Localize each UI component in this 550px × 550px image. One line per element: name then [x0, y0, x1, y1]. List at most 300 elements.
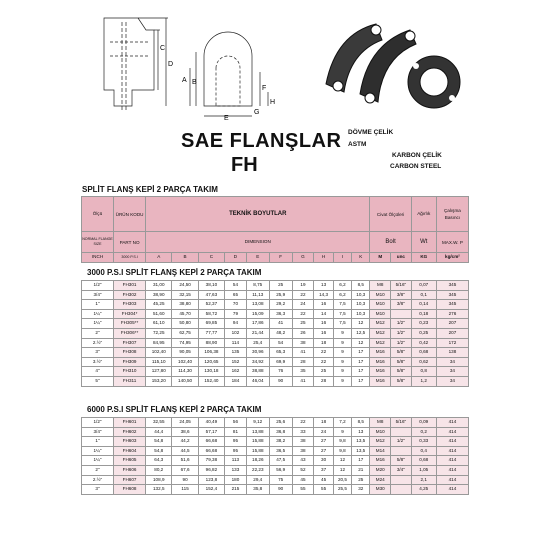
table-cell: 25 [352, 475, 370, 485]
section-title: SPLİT FLANŞ KEPİ 2 PARÇA TAKIM [82, 185, 218, 194]
spec-table-6000psi [81, 417, 469, 495]
table-cell: 102 [225, 328, 247, 338]
header-psi: 3000 P.S.I [114, 253, 146, 263]
table-cell: M8 [370, 281, 391, 291]
table-cell: 20,5 [333, 475, 351, 485]
table-cell: 9,8 [333, 446, 351, 456]
table-cell: FH602 [114, 427, 146, 437]
table-cell: 162 [225, 367, 247, 377]
table-row [82, 475, 469, 485]
table-cell: 66,68 [198, 437, 224, 447]
table-cell: 22 [292, 418, 314, 428]
table-cell: M12 [370, 328, 391, 338]
table-row [82, 437, 469, 447]
table-cell: M10 [370, 309, 391, 319]
table-cell: 33 [292, 427, 314, 437]
technical-drawing [92, 12, 292, 124]
table-cell: 414 [436, 446, 468, 456]
table-cell [391, 485, 412, 495]
table-cell: 414 [436, 485, 468, 495]
table-cell: 17 [352, 357, 370, 367]
table-cell: 0,33 [411, 437, 436, 447]
table-cell: 2,1 [411, 475, 436, 485]
table-cell: 32 [352, 485, 370, 495]
table-cell: 7,2 [333, 418, 351, 428]
table-cell: 2" [82, 328, 114, 338]
material-label: ASTM [348, 141, 367, 148]
table-cell: 13,5 [352, 446, 370, 456]
flange-side-view [104, 18, 154, 106]
header-calisma: Çalışma Basıncı [436, 197, 468, 232]
table-cell: FH606 [114, 465, 146, 475]
table-cell: 79 [225, 309, 247, 319]
table-cell: 21 [352, 465, 370, 475]
table-cell: 12 [333, 465, 351, 475]
table-cell: 5/16" [391, 281, 412, 291]
table-cell: 45,25 [146, 300, 172, 310]
table-cell: 9 [333, 376, 351, 386]
table-cell: 140,50 [172, 376, 198, 386]
table-cell: 414 [436, 437, 468, 447]
table-cell: 1/2" [391, 437, 412, 447]
table-cell: 0,1 [411, 290, 436, 300]
table-cell: 3/8" [391, 290, 412, 300]
table-cell: 38 [292, 338, 314, 348]
table-cell: 47,5 [269, 456, 292, 466]
table-cell: FH310 [114, 367, 146, 377]
table-cell: 9,12 [246, 418, 269, 428]
table-cell: 17 [352, 456, 370, 466]
table-cell: 3" [82, 348, 114, 358]
table-cell: 16 [314, 328, 333, 338]
table-cell: M16 [370, 456, 391, 466]
table-cell: 31,00 [146, 281, 172, 291]
header-unc: unc [391, 253, 412, 263]
table-cell: 123,8 [198, 475, 224, 485]
table-cell: 13,88 [246, 427, 269, 437]
table-cell: 55 [292, 485, 314, 495]
table-cell: 12 [352, 338, 370, 348]
table-row [82, 328, 469, 338]
table-cell: 5/8" [391, 357, 412, 367]
table-cell: 74,95 [172, 338, 198, 348]
table-cell: 54,8 [146, 446, 172, 456]
table-row [82, 446, 469, 456]
table-cell: 9 [333, 367, 351, 377]
table-cell: 152,4 [198, 485, 224, 495]
table-cell: 17 [352, 367, 370, 377]
table-cell: 108,9 [146, 475, 172, 485]
table-cell: 10,3 [352, 309, 370, 319]
table-cell: 43 [292, 456, 314, 466]
header-col-d: D [225, 253, 247, 263]
table-cell: 1/2" [82, 281, 114, 291]
table-cell [391, 427, 412, 437]
table-cell: 113 [225, 456, 247, 466]
table-cell: 52,37 [198, 300, 224, 310]
table-cell: 5/8" [391, 367, 412, 377]
table-row [82, 485, 469, 495]
table-cell: 414 [436, 427, 468, 437]
table-cell: 22 [292, 290, 314, 300]
header-kg: KG [411, 253, 436, 263]
table-cell: 38,6 [172, 427, 198, 437]
table-cell: 14,3 [314, 290, 333, 300]
table-cell: 44,5 [172, 446, 198, 456]
material-label: KARBON ÇELİK [392, 152, 442, 159]
table-cell: 45 [314, 475, 333, 485]
table-cell: 152 [225, 357, 247, 367]
table-cell: 32,15 [172, 290, 198, 300]
table-cell: 79,38 [198, 456, 224, 466]
table-cell: 12 [333, 456, 351, 466]
table-cell: 57,17 [198, 427, 224, 437]
table-cell: 0,42 [411, 338, 436, 348]
table-cell: 70 [225, 300, 247, 310]
table-cell: 0,23 [411, 319, 436, 329]
table-cell: 30,96 [246, 348, 269, 358]
table-cell: 2.½" [82, 475, 114, 485]
table-cell: 77,77 [198, 328, 224, 338]
table-cell: 51,6 [172, 456, 198, 466]
table-cell: 172 [436, 338, 468, 348]
table-cell: 345 [436, 300, 468, 310]
table-cell: 18 [314, 418, 333, 428]
table-cell: 3" [82, 485, 114, 495]
table-cell: 3/8" [391, 300, 412, 310]
table-cell [391, 475, 412, 485]
table-cell: 15,09 [246, 309, 269, 319]
table-cell: 40,49 [198, 418, 224, 428]
table-row [82, 367, 469, 377]
table-cell: 106,38 [198, 348, 224, 358]
table-cell: 15,88 [246, 437, 269, 447]
table-cell: 1/2" [82, 418, 114, 428]
table-cell: 24 [292, 300, 314, 310]
table-cell: M8 [370, 418, 391, 428]
table-cell: 13,5 [352, 437, 370, 447]
header-max-wp: MAX.W. P [436, 232, 468, 253]
table-cell: 14 [314, 309, 333, 319]
table-cell: 3.½" [82, 357, 114, 367]
header-col-c: C [198, 253, 224, 263]
table-cell: 41 [292, 376, 314, 386]
table-cell: FH307 [114, 338, 146, 348]
table-cell: 180 [225, 475, 247, 485]
table-cell: FH301 [114, 281, 146, 291]
table-cell: 1/2" [391, 328, 412, 338]
table-cell: 34 [436, 357, 468, 367]
table-cell: M10 [370, 290, 391, 300]
table-cell: 35,8 [246, 485, 269, 495]
table-cell: 138 [436, 348, 468, 358]
table-row [82, 427, 469, 437]
label-h: H [270, 99, 276, 106]
header-kgcm: kg/cm² [436, 253, 468, 263]
table-cell: 34 [436, 367, 468, 377]
table-cell: 10,3 [352, 290, 370, 300]
table-cell: 90 [269, 376, 292, 386]
table-cell: FH601 [114, 418, 146, 428]
label-c: C [160, 45, 166, 52]
table-cell: 18,26 [246, 456, 269, 466]
header-inch: INCH [82, 253, 114, 263]
table-cell: 0,25 [411, 328, 436, 338]
table-cell: 0,4 [411, 446, 436, 456]
header-wt: Wt [411, 232, 436, 253]
table-cell: FH304* [114, 309, 146, 319]
flange-photo [316, 14, 466, 124]
table-cell: 21,44 [246, 328, 269, 338]
table-row [82, 456, 469, 466]
table-cell: 207 [436, 319, 468, 329]
table-cell: 15,88 [246, 446, 269, 456]
table-cell: 152,40 [198, 376, 224, 386]
table-cell: FH305** [114, 319, 146, 329]
header-col-f: F [269, 253, 292, 263]
table-cell: 11,13 [246, 290, 269, 300]
table-cell: 81 [225, 427, 247, 437]
table-cell: 114 [225, 338, 247, 348]
table-cell: 69,85 [198, 319, 224, 329]
table-cell: 8,75 [246, 281, 269, 291]
header-agirlik: Ağırlık [411, 197, 436, 232]
table-cell: 9 [333, 357, 351, 367]
table-cell: 84,95 [146, 338, 172, 348]
table-cell: 58,72 [198, 309, 224, 319]
table-cell: 25,9 [269, 290, 292, 300]
table-cell: 9,8 [333, 437, 351, 447]
table-cell: 7,5 [333, 300, 351, 310]
table-cell: 0,18 [411, 309, 436, 319]
table-cell: 10,3 [352, 300, 370, 310]
table-cell: 1" [82, 437, 114, 447]
table-cell: 95 [225, 446, 247, 456]
header-bolt: Bolt [370, 232, 411, 253]
table-cell: FH603 [114, 437, 146, 447]
table-cell: M12 [370, 338, 391, 348]
table-cell: 18 [314, 338, 333, 348]
table-cell: 54,8 [146, 437, 172, 447]
table-cell: 37 [314, 465, 333, 475]
table-cell: 26 [292, 328, 314, 338]
header-col-h: H [314, 253, 333, 263]
table-row [82, 300, 469, 310]
table-cell: 133 [225, 465, 247, 475]
table-cell: 16 [314, 300, 333, 310]
table-cell: 45,70 [172, 309, 198, 319]
table-cell: 102,40 [172, 357, 198, 367]
table-row [82, 465, 469, 475]
table-cell: M30 [370, 485, 391, 495]
table-row [82, 348, 469, 358]
table-cell: 2" [82, 465, 114, 475]
table-cell: 1/2" [391, 319, 412, 329]
table-cell: 65,3 [269, 348, 292, 358]
header-m: M [370, 253, 391, 263]
table-cell: 17 [352, 376, 370, 386]
table-cell: M14 [370, 446, 391, 456]
table-row [82, 309, 469, 319]
table-cell: 17,86 [246, 319, 269, 329]
table-cell: 8,5 [352, 281, 370, 291]
table-cell: 29,2 [269, 300, 292, 310]
spec-table-3000psi [81, 280, 469, 387]
table-cell: 25,6 [269, 418, 292, 428]
header-dimension: DIMENSION [146, 232, 370, 253]
table-cell: 32,55 [146, 418, 172, 428]
table-cell: FH608 [114, 485, 146, 495]
table-cell: 3/4" [391, 465, 412, 475]
table-cell: 38,80 [172, 300, 198, 310]
table-cell: 184 [225, 376, 247, 386]
header-col-g: G [292, 253, 314, 263]
table-cell: FH309 [114, 357, 146, 367]
table-cell: 22 [314, 348, 333, 358]
table-cell: FH311 [114, 376, 146, 386]
table-cell: 1" [82, 300, 114, 310]
table-cell: 45 [292, 475, 314, 485]
table-cell: M20 [370, 465, 391, 475]
table-cell: 38,10 [198, 281, 224, 291]
table-cell: 153,20 [146, 376, 172, 386]
table-cell: 25 [292, 319, 314, 329]
table-cell: 61,10 [146, 319, 172, 329]
table-cell: 72,25 [146, 328, 172, 338]
table-cell: FH303 [114, 300, 146, 310]
table-cell: M10 [370, 427, 391, 437]
table-cell: 4" [82, 367, 114, 377]
table-cell: 12 [352, 319, 370, 329]
header-normal-flange: NORMAL FLANGE SIZE [82, 232, 114, 253]
table-cell: 1/2" [391, 338, 412, 348]
table-cell: 19 [292, 281, 314, 291]
table-cell: 44,4 [146, 427, 172, 437]
table-row [82, 338, 469, 348]
table-cell: 12,5 [352, 328, 370, 338]
table-cell: 5" [82, 376, 114, 386]
page-subtitle: FH [231, 154, 258, 176]
table-cell: 102,40 [146, 348, 172, 358]
table-cell: 41 [269, 319, 292, 329]
table-cell: 25 [314, 367, 333, 377]
table-cell: 215 [225, 485, 247, 495]
table-cell: 90,05 [172, 348, 198, 358]
table-cell: 47,63 [198, 290, 224, 300]
table-cell: 38,2 [269, 437, 292, 447]
table-cell: 64,3 [146, 456, 172, 466]
table-cell: M16 [370, 367, 391, 377]
table-cell: 13,08 [246, 300, 269, 310]
table-cell: 56,9 [269, 465, 292, 475]
table-cell: 62,75 [172, 328, 198, 338]
table-cell: 75 [269, 475, 292, 485]
table-cell: 90 [172, 475, 198, 485]
table-cell: 56 [225, 418, 247, 428]
table-cell: 1¼" [82, 446, 114, 456]
table-cell: 25,5 [333, 485, 351, 495]
table-cell: 22 [314, 357, 333, 367]
table-cell: 38 [292, 446, 314, 456]
table-cell: 88,90 [198, 338, 224, 348]
table-cell: 0,68 [411, 348, 436, 358]
table-cell: 8,5 [352, 418, 370, 428]
table-cell: 80,2 [146, 465, 172, 475]
table-cell: 120,65 [198, 357, 224, 367]
table-cell: 76 [269, 367, 292, 377]
table-cell: 22,23 [246, 465, 269, 475]
table-cell: 52 [292, 465, 314, 475]
table-cell: 34 [436, 376, 468, 386]
flange-front-view [204, 32, 252, 106]
table-cell: 9 [333, 427, 351, 437]
table-cell: 36,5 [269, 446, 292, 456]
table-cell: 22 [292, 309, 314, 319]
table-cell: 127,80 [146, 367, 172, 377]
table-cell: 65 [225, 290, 247, 300]
table-cell: 5/8" [391, 376, 412, 386]
group2-title: 6000 P.S.I SPLİT FLANŞ KEPİ 2 PARÇA TAKIM [87, 405, 262, 414]
table-cell: 28 [292, 357, 314, 367]
table-cell: 24,05 [172, 418, 198, 428]
table-cell: 16 [314, 319, 333, 329]
table-cell: 345 [436, 281, 468, 291]
page-title: SAE FLANŞLAR [181, 130, 342, 152]
table-cell: 36,8 [269, 427, 292, 437]
group1-title: 3000 P.S.I SPLİT FLANŞ KEPİ 2 PARÇA TAKIM [87, 268, 262, 277]
table-row [82, 376, 469, 386]
table-row [82, 281, 469, 291]
table-cell: 276 [436, 309, 468, 319]
table-cell: 35 [292, 367, 314, 377]
table-cell: 27 [314, 437, 333, 447]
table-cell: 34,92 [246, 357, 269, 367]
table-cell: 66,68 [198, 446, 224, 456]
table-cell: 29,4 [246, 475, 269, 485]
table-cell: FH604 [114, 446, 146, 456]
table-cell: 207 [436, 328, 468, 338]
table-cell: 13 [314, 281, 333, 291]
table-cell [391, 446, 412, 456]
table-cell: 36,3 [269, 309, 292, 319]
table-cell: 44,2 [172, 437, 198, 447]
table-cell: 69,9 [269, 357, 292, 367]
table-cell: 17 [352, 348, 370, 358]
table-cell: FH308 [114, 348, 146, 358]
table-cell: 27 [314, 446, 333, 456]
header-teknik: TEKNİK BOYUTLAR [146, 197, 370, 232]
table-cell: 95 [225, 437, 247, 447]
table-cell: M16 [370, 376, 391, 386]
table-cell: 1,05 [411, 465, 436, 475]
table-cell: 115 [172, 485, 198, 495]
table-cell: 96,82 [198, 465, 224, 475]
table-cell: 135 [225, 348, 247, 358]
table-cell: M16 [370, 357, 391, 367]
header-part-no: PART NO [114, 232, 146, 253]
table-cell: 7,5 [333, 309, 351, 319]
header-col-e: E [246, 253, 269, 263]
table-cell: 25 [269, 281, 292, 291]
label-b: B [192, 79, 197, 86]
table-cell: 0,68 [411, 456, 436, 466]
table-cell: 6,2 [333, 281, 351, 291]
table-cell: FH605 [114, 456, 146, 466]
table-cell: 1¼" [82, 309, 114, 319]
table-cell: 3/4" [82, 427, 114, 437]
table-cell: 38,88 [246, 367, 269, 377]
table-row [82, 357, 469, 367]
